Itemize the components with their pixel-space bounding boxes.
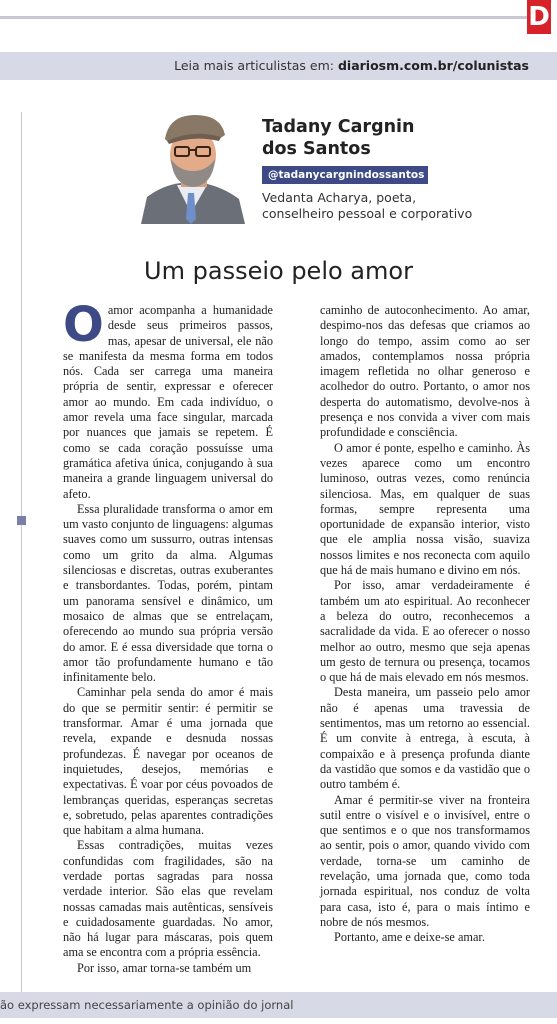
footer-disclaimer — [0, 992, 557, 1018]
author-block — [262, 116, 552, 222]
article-paragraph: Por isso, amar verdadeiramente é também um ato espiritual. Ao reconhecer a beleza do outro, reconhecemos a sacralidade da vida. E ao oferecer o nosso melhor ao outro, mesmo que seja apenas um gesto de ternura ou presença, tocamos o que há de mais elevado em nós mesmos. — [320, 578, 530, 685]
margin-rule — [21, 112, 22, 992]
author-photo — [133, 109, 251, 224]
author-bio — [262, 190, 552, 222]
author-bio-line2: conselheiro pessoal e corporativo — [262, 206, 473, 221]
author-name-line2: dos Santos — [262, 139, 371, 159]
author-bio-line1: Vedanta Acharya, poeta, — [262, 190, 417, 205]
columnists-link[interactable]: diariosm.com.br/colunistas — [337, 58, 529, 73]
article-paragraph: Essas contradições, muitas vezes confundidas com fragilidades, são na verdade portas sagradas para nossa verdade interior. São elas que revelam nossas camadas mais autênticas, sensíveis e cuidadosamente guardadas. No amor, não há lugar para máscaras, pois quem ama se encontra com a própria essência. — [63, 838, 273, 960]
margin-square-icon — [17, 516, 26, 525]
newspaper-logo: D — [528, 2, 550, 32]
article-paragraph: Oamor acompanha a humanidade desde seus primeiros passos, mas, apesar de universal, ele não se manifesta da mesma forma em todos nós. Cada ser carrega uma maneira própria de sentir, expressar e oferecer amor ao mundo. Em cada indivíduo, o amor revela uma face singular, marcada por nuances que jamais se repetem. É como se cada coração possuísse uma gramática afetiva única, conjugando à sua maneira a grande linguagem universal do afeto. — [63, 297, 273, 501]
disclaimer-text: ão expressam necessariamente a opinião do jornal — [0, 998, 294, 1012]
author-name — [262, 116, 552, 160]
dropcap: O — [63, 297, 104, 353]
article-column-right — [320, 303, 530, 945]
article-title: Um passeio pelo amor — [144, 257, 413, 285]
article-paragraph: O amor é ponte, espelho e caminho. Às vezes aparece como um encontro luminoso, outras vezes, como renúncia silenciosa. Mas, em qualquer de suas formas, sempre representa uma oportunidade de expansão interior, visto que ele amplia nossa visão, suaviza nossos limites e nos reconecta com aquilo que há de mais humano e divino em nós. — [320, 440, 530, 578]
article-paragraph: caminho de autoconhecimento. Ao amar, despimo-nos das defesas que criamos ao longo do tempo, assim como ao ser amados, contemplamos nossa própria imagem refletida no olhar generoso e acolhedor do outro. Portanto, o amor nos desperta do automatismo, devolve-nos à presença e nos convida a viver com mais profundidade e consciência. — [320, 303, 530, 440]
article-column-left — [63, 297, 273, 976]
article-paragraph: Portanto, ame e deixe-se amar. — [334, 930, 485, 945]
article-paragraph: Por isso, amar torna-se também um — [77, 960, 252, 975]
author-handle[interactable]: @tadanycargnindossantos — [262, 166, 428, 184]
columnists-banner — [0, 52, 557, 80]
author-name-line1: Tadany Cargnin — [262, 117, 415, 137]
banner-prefix: Leia mais articulistas em: — [174, 58, 338, 73]
article-paragraph: Caminhar pela senda do amor é mais do que se permitir sentir: é permitir se transformar. Amar é uma jornada que revela, expande e desnuda nossas profundezas. É navegar por oceanos de inquietudes, desejos, memórias e expectativas. É voar por céus povoados de lembranças queridas, esperanças secretas e, sobretudo, pelas aparentes contradições que habitam a alma humana. — [63, 685, 273, 838]
article-paragraph: Desta maneira, um passeio pelo amor não é apenas uma travessia de sentimentos, mas um retorno ao essencial. É um convite à entrega, à escuta, à compaixão e à presença profunda diante da vastidão que somos e da vastidão que o outro também é. — [320, 685, 530, 792]
top-rule — [0, 16, 530, 19]
article-paragraph: Essa pluralidade transforma o amor em um vasto conjunto de linguagens: algumas suaves como um sussurro, outras intensas como um grito da alma. Algumas silenciosas e discretas, outras exuberantes e transbordantes. Todas, porém, pintam um panorama sensível e dinâmico, um mosaico de almas que se entrelaçam, oferecendo ao mundo sua própria versão do amor. E é essa diversidade que torna o amor tão profundamente humano e tão infinitamente belo. — [63, 501, 273, 685]
article-paragraph: Amar é permitir-se viver na fronteira sutil entre o visível e o invisível, entre o que sentimos e o que nos transformamos ao sentir, pois o amor, quando vivido com verdade, torna-se um caminho de revelação, uma jornada que, como toda jornada espiritual, nos conduz de volta para casa, isto é, para o mais íntimo e nobre de nós mesmos. — [320, 792, 530, 929]
